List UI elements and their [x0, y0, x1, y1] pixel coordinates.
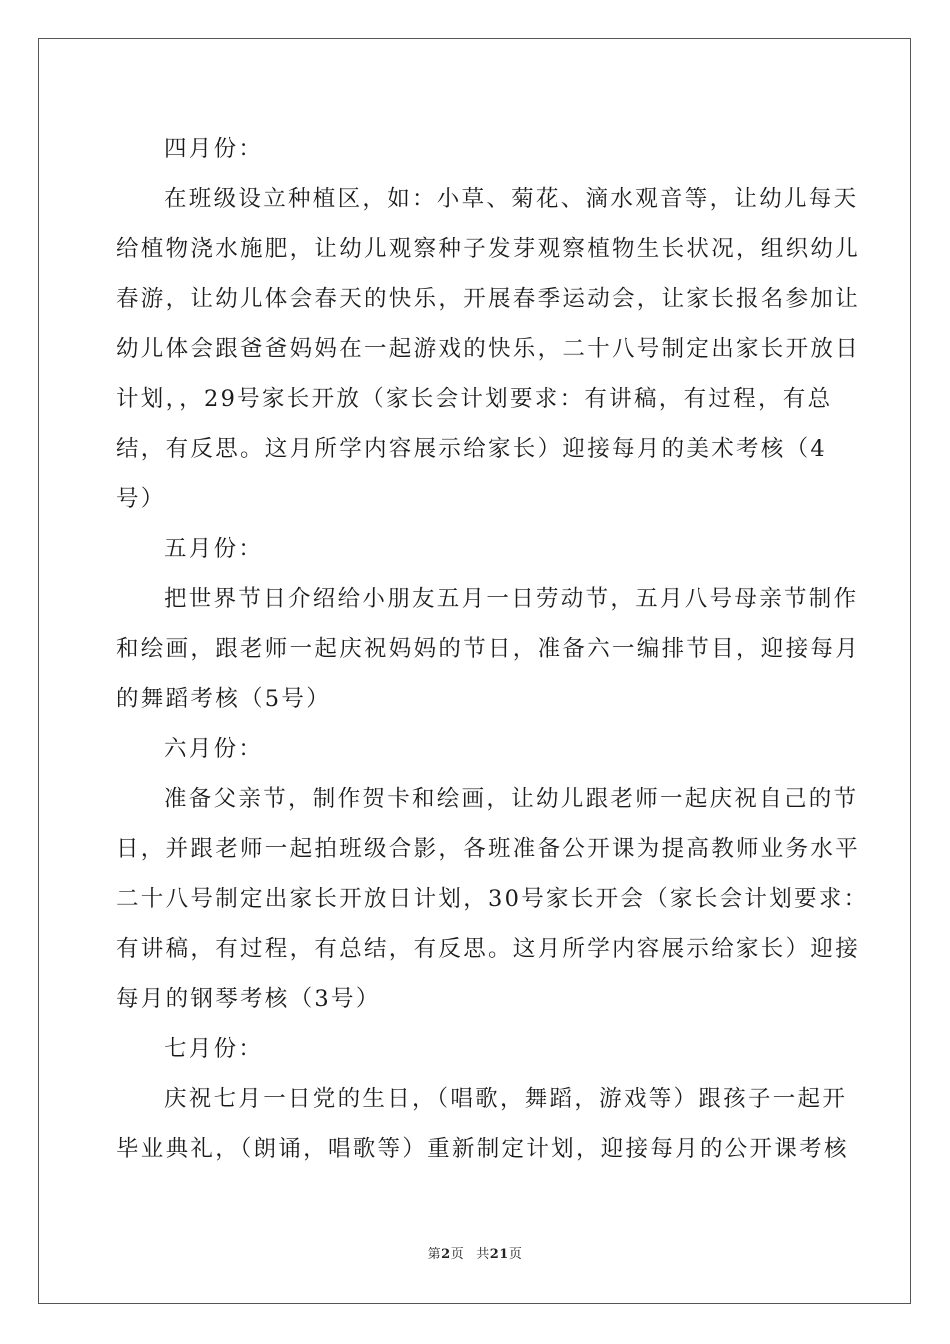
page-border [38, 38, 911, 1304]
paragraph-line: 的舞蹈考核（5号） [116, 686, 332, 712]
footer-page-number: 2 [441, 1247, 451, 1262]
paragraph-line: 毕业典礼，（朗诵，唱歌等）重新制定计划，迎接每月的公开课考核 [116, 1136, 849, 1162]
paragraph-line: 春游，让幼儿体会春天的快乐，开展春季运动会，让家长报名参加让 [116, 286, 861, 312]
paragraph-line: 每月的钢琴考核（3号） [116, 986, 381, 1012]
section-heading-may: 五月份： [164, 536, 264, 562]
paragraph-line: 和绘画，跟老师一起庆祝妈妈的节日，准备六一编排节目，迎接每月 [116, 636, 861, 662]
footer-total-prefix: 共 [476, 1247, 490, 1262]
footer-page-suffix: 页 [450, 1247, 465, 1262]
paragraph-line: 在班级设立种植区，如：小草、菊花、滴水观音等，让幼儿每天 [164, 186, 859, 212]
paragraph-line: 给植物浇水施肥，让幼儿观察种子发芽观察植物生长状况，组织幼儿 [116, 236, 861, 262]
paragraph-line: 准备父亲节，制作贺卡和绘画，让幼儿跟老师一起庆祝自己的节 [164, 786, 859, 812]
paragraph-line: 号） [116, 486, 166, 512]
paragraph-line: 有讲稿，有过程，有总结，有反思。这月所学内容展示给家长）迎接 [116, 936, 861, 962]
paragraph-line: 把世界节日介绍给小朋友五月一日劳动节，五月八号母亲节制作 [164, 586, 859, 612]
paragraph-line: 结，有反思。这月所学内容展示给家长）迎接每月的美术考核（4 [116, 436, 828, 462]
paragraph-line: 幼儿体会跟爸爸妈妈在一起游戏的快乐，二十八号制定出家长开放日 [116, 336, 861, 362]
footer-total-pages: 21 [489, 1247, 509, 1262]
footer-page-prefix: 第 [427, 1247, 442, 1262]
page-footer [0, 1246, 950, 1264]
section-heading-june: 六月份： [164, 736, 264, 762]
paragraph-line: 二十八号制定出家长开放日计划，30号家长开会（家长会计划要求： [116, 886, 869, 912]
section-heading-july: 七月份： [164, 1036, 264, 1062]
paragraph-line: 日，并跟老师一起拍班级合影，各班准备公开课为提高教师业务水平 [116, 836, 861, 862]
footer-total-suffix: 页 [508, 1247, 523, 1262]
paragraph-line: 计划，，29号家长开放（家长会计划要求：有讲稿，有过程，有总 [116, 386, 833, 412]
paragraph-line: 庆祝七月一日党的生日，（唱歌，舞蹈，游戏等）跟孩子一起开 [164, 1086, 848, 1112]
section-heading-april: 四月份： [164, 136, 264, 162]
